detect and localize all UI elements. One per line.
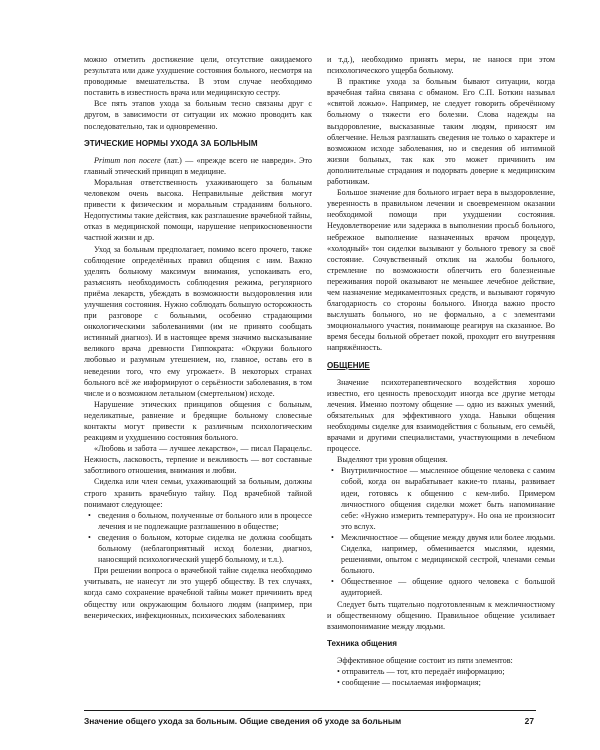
- paragraph: Все пять этапов ухода за больным тесно связаны друг с другом, в зависимости от ситуации их можно проводить как последовательно, так и одновременно.: [84, 99, 312, 131]
- list-item: • сообщение — посылаемая информация;: [337, 678, 481, 688]
- bullet-list: [84, 510, 312, 565]
- paragraph: При решении вопроса о врачебной тайне сиделка необходимо учитывать, не нанесут ли это ущерб обществу. В тех случаях, когда само сохранение врачебной тайны может причинить вред обществу или окружающим больного людям (например, при венерических, инфекционных, психических заболеваниях: [84, 566, 312, 620]
- element-list: [327, 666, 555, 688]
- paragraph: Сиделка или член семьи, ухаживающий за больным, должны строго хранить врачебную тайну. Под врачебной тайной понимают следующее:: [84, 477, 312, 509]
- paragraph-text: (лат.) — «прежде всего не навреди». Это главный этический принцип в медицине.: [84, 155, 312, 176]
- list-item: • сведения о больном, полученные от больного или в процессе лечения и не подлежащие разглашению в обществе;: [84, 510, 312, 532]
- left-column: [84, 54, 312, 621]
- list-item: • сведения о больном, которые сиделка не должна сообщать больному (неблагоприятный исход болезни, диагноз, наносящий психологический ущерб больному, и т.л.).: [84, 532, 312, 565]
- footer-title: Значение общего ухода за больным. Общие сведения об уходе за больным: [84, 716, 402, 726]
- right-column: [327, 54, 555, 688]
- latin-phrase: Primum non nocere: [94, 155, 161, 165]
- list-item: • Внутриличностное — мысленное общение человека с самим собой, когда он вырабатывает какие-то планы, развивает идеи, готовясь к общению с кем-либо. Примером личностного общения сиделки может быть напоминание себе: «Нужно измерить температуру». Но она не произносит это вслух.: [327, 465, 555, 532]
- page-footer: [84, 710, 536, 726]
- list-item: • Общественное — общение одного человека с большой аудиторией.: [327, 576, 555, 598]
- paragraph: В практике ухода за больным бывают ситуации, когда врачебная тайна связана с обманом. Его С.П. Боткин называл «святой ложью». Например, не следует говорить обречённому больному о тяжести его болезни. Слова надежды на выздоровление, высказанные таким людям, приносят им облегчение. Нельзя разглашать сведения не только о характере и возможном исходе заболевания, но и сведения об интимной жизни больных, так как это может причинить им дополнительные страдания и подорвать доверие к медицинским работникам.: [327, 77, 555, 187]
- paragraph: Эффективное общение состоит из пяти элементов:: [337, 655, 513, 665]
- list-item: • Межличностное — общение между двумя или более людьми. Сиделка, например, обменивается мыслями, идеями, решениями, опытом с медицинской сестрой, членами семьи больного.: [327, 532, 555, 576]
- paragraph: можно отметить достижение цели, отсутствие ожидаемого результата или даже ухудшение состояния больного, несмотря на проводимые вмешательства. В этом случае необходимо поставить в известность врача или медицинскую сестру.: [84, 55, 312, 98]
- bullet-list: [327, 465, 555, 598]
- paragraph: Выделяют три уровня общения.: [337, 455, 448, 465]
- paragraph: Значение психотерапевтического воздействия хорошо известно, его ценность превосходит иногда все другие методы лечения. Именно поэтому общение — одно из важных умений, обязательных для эффективного ухода. Навыки общения необходимы сиделке для взаимодействия с больным, его семьёй, врачами и другими специалистами, участвующими в лечебном процессе.: [327, 377, 555, 454]
- list-item: • отправитель — тот, кто передаёт информацию;: [337, 666, 505, 676]
- page-number: 27: [524, 716, 534, 726]
- section-heading-technique: Техника общения: [327, 638, 397, 648]
- paragraph: Большое значение для больного играет вера в выздоровление, уверенность в правильном лечении и своевременном оказании необходимой помощи при ухудшении состояния. Неудовлетворение или задержка в выполнении просьб больного, небрежное выполнение назначенных врачом процедур, «холодный» тон сиделки вызывают у больного тревогу за своё состояние. Сочувственный отклик на жалобы больного, стремление по возможности облегчить его болезненные переживания порой оказывают не меньшее лечебное действие, чем назначение медикаментозных средств, и вызывают горячую благодарность со стороны больного. Иногда важно просто выслушать больного, но не формально, а с элементами эмоционального участия, понимающе реагируя на сказанное. Во время беседы больной обретает покой, проходит его внутренняя напряжённость.: [327, 188, 555, 353]
- paragraph: Уход за больным предполагает, помимо всего прочего, также соблюдение определённых правил общения с ним. Важно уделять больному максимум внимания, успокаивать его, разъяснять необходимость соблюдения режима, регулярного приёма лекарств, убеждать в возможности выздоровления или улучшения состояния. Нужно соблюдать большую осторожность при разговоре с больными, особенно страдающими онкологическими заболеваниями (им не принято сообщать истинный диагноз). И в настоящее время значимо высказывание великого врача древности Гиппократа: «Окружи больного любовью и разумным утешением, но, главное, оставь его в неведении того, что ему угрожает». В некоторых странах больного всё же информируют о серьёзности заболевания, в том числе и о возможном летальном (смертельном) исходе.: [84, 244, 312, 398]
- paragraph: и т.д.), необходимо принять меры, не нанося при этом психологического ущерба больному.: [327, 55, 555, 76]
- paragraph: «Любовь и забота — лучшее лекарство», — писал Парацельс. Нежность, ласковость, терпение и вежливость — вот составные заботливого отношения, внимания и любви.: [84, 444, 312, 476]
- paragraph: Моральная ответственность ухаживающего за больным человеком очень высока. Неправильные действия могут привести к физическим и моральным страданиям больного. Недопустимы такие действия, как разглашение врачебной тайны, отказ в медицинской помощи, нарушение неприкосновенности частной жизни и др.: [84, 177, 312, 243]
- paragraph: [84, 155, 312, 177]
- paragraph: Следует быть тщательно подготовленным к межличностному и общественному общению. Правильное общение усиливает взаимопонимание между людьми.: [327, 599, 555, 631]
- section-heading-ethics: ЭТИЧЕСКИЕ НОРМЫ УХОДА ЗА БОЛЬНЫМ: [84, 138, 258, 148]
- paragraph: Нарушение этических принципов общения с больным, неделикатные, равнение и бредящие больному словесные контакты могут привести к различным психологическим реакциям и ухудшению состояния больного.: [84, 399, 312, 443]
- section-heading-communication: ОБЩЕНИЕ: [327, 360, 370, 370]
